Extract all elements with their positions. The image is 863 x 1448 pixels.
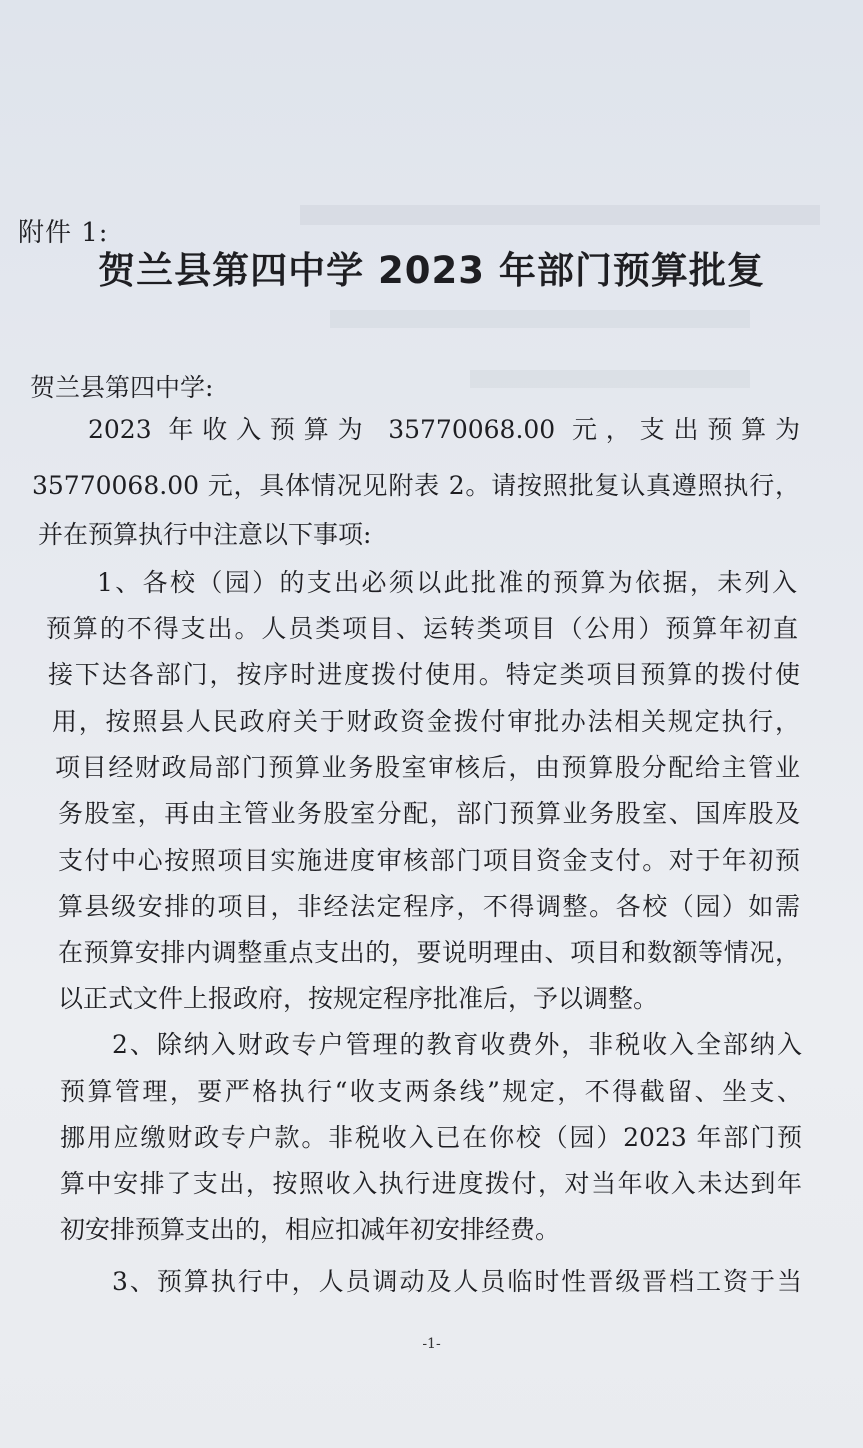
- salutation: 贺兰县第四中学:: [30, 373, 214, 402]
- body-line: 1、各校（园）的支出必须以此批准的预算为依据，未列入: [97, 568, 797, 597]
- body-line: 预算管理，要严格执行“收支两条线”规定，不得截留、坐支、: [60, 1077, 802, 1106]
- body-line: 算县级安排的项目，非经法定程序，不得调整。各校（园）如需: [58, 892, 800, 921]
- body-line: 35770068.00 元，具体情况见附表 2。请按照批复认真遵照执行，: [32, 471, 800, 500]
- bleed-through-shadow: [470, 370, 750, 388]
- body-line: 务股室，再由主管业务股室分配，部门预算业务股室、国库股及: [58, 799, 800, 828]
- body-line: 并在预算执行中注意以下事项:: [38, 520, 372, 549]
- body-line: 支付中心按照项目实施进度审核部门项目资金支付。对于年初预: [58, 846, 800, 875]
- attachment-label: 附件 1:: [18, 218, 109, 248]
- bleed-through-shadow: [300, 205, 820, 225]
- body-line: 挪用应缴财政专户款。非税收入已在你校（园）2023 年部门预: [60, 1123, 802, 1152]
- body-line: 2、除纳入财政专户管理的教育收费外，非税收入全部纳入: [112, 1030, 802, 1059]
- body-line: 2023 年收入预算为 35770068.00 元，支出预算为: [88, 415, 800, 444]
- body-line: 以正式文件上报政府，按规定程序批准后，予以调整。: [58, 984, 659, 1013]
- body-line: 预算的不得支出。人员类项目、运转类项目（公用）预算年初直: [46, 614, 798, 643]
- body-line: 初安排预算支出的，相应扣减年初安排经费。: [60, 1215, 561, 1244]
- bleed-through-shadow: [330, 310, 750, 328]
- body-line: 用，按照县人民政府关于财政资金拨付审批办法相关规定执行，: [52, 707, 800, 736]
- body-line: 在预算安排内调整重点支出的，要说明理由、项目和数额等情况，: [58, 938, 800, 967]
- body-line: 算中安排了支出，按照收入执行进度拨付，对当年收入未达到年: [60, 1169, 802, 1198]
- body-line: 接下达各部门，按序时进度拨付使用。特定类项目预算的拨付使: [48, 660, 800, 689]
- document-title: 贺兰县第四中学 2023 年部门预算批复: [98, 249, 765, 292]
- body-line: 3、预算执行中，人员调动及人员临时性晋级晋档工资于当: [112, 1267, 802, 1296]
- page-number: -1-: [422, 1336, 441, 1352]
- body-line: 项目经财政局部门预算业务股室审核后，由预算股分配给主管业: [55, 753, 800, 782]
